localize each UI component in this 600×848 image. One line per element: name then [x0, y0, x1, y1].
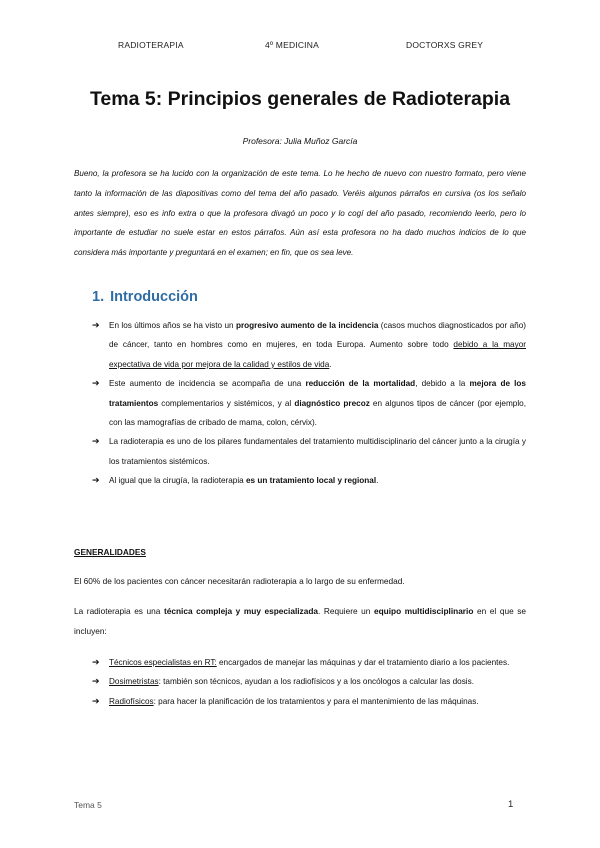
footer-topic: Tema 5: [74, 800, 102, 810]
list-item: ➔ Radiofísicos: para hacer la planificación de los tratamientos y para el mantenimiento de las máquinas.: [92, 692, 526, 711]
arrow-icon: ➔: [92, 378, 100, 389]
page-number: 1: [508, 799, 514, 810]
list-item: ➔ Técnicos especialistas en RT: encargados de manejar las máquinas y dar el tratamiento diario a los pacientes.: [92, 653, 526, 672]
team-bullet-list: [92, 653, 526, 711]
header-course: 4º MEDICINA: [265, 40, 319, 50]
list-item: ➔ Al igual que la cirugía, la radioterapia es un tratamiento local y regional.: [92, 471, 526, 490]
section-title: Introducción: [110, 289, 198, 305]
paragraph-equipo: La radioterapia es una técnica compleja y muy especializada. Requiere un equipo multidisciplinario en el que se incluyen:: [74, 606, 527, 636]
arrow-icon: ➔: [92, 320, 100, 330]
arrow-icon: ➔: [92, 676, 100, 687]
arrow-icon: ➔: [92, 695, 100, 706]
arrow-icon: ➔: [92, 436, 100, 447]
header-subject: RADIOTERAPIA: [118, 40, 184, 50]
section-heading-introduccion: [92, 289, 198, 305]
arrow-icon: ➔: [92, 657, 100, 667]
list-item: ➔ La radioterapia es uno de los pilares fundamentales del tratamiento multidisciplinario del cáncer junto a la cirugía y los tratamientos sistémicos.: [92, 432, 526, 471]
paragraph-60-percent: El 60% de los pacientes con cáncer necesitarán radioterapia a lo largo de su enfermedad.: [74, 576, 405, 586]
page-title: Tema 5: Principios generales de Radioterapia: [89, 88, 511, 110]
list-item: ➔ En los últimos años se ha visto un progresivo aumento de la incidencia (casos muchos diagnosticados por año) de cáncer, tanto en hombres como en mujeres, en toda Europa. Aumento sobre todo debido a la mayor expectativa de vida por mejora de la calidad y estilos de vida.: [92, 316, 526, 374]
intro-bullet-list: [92, 316, 526, 491]
intro-paragraph: Bueno, la profesora se ha lucido con la organización de este tema. Lo he hecho de nuevo con nuestro formato, pero viene tanto la información de las diapositivas como del tema del año pasado. Veréis algunos párrafos en cursiva (os los señalo antes siempre), eso es info extra o que la profesora divagó un poco y lo cogí del año pasado, recomiendo leerlo, pero lo importante de estudiar no suele estar en estos párrafos. Aún así esta profesora no ha dado muchos indicios de lo que considera más importante y preguntará en el examen; en fin, que os sea leve.: [74, 169, 526, 258]
section-number: 1.: [92, 289, 105, 305]
header-author: DOCTORXS GREY: [406, 40, 484, 50]
arrow-icon: ➔: [92, 475, 100, 486]
generalidades-heading: GENERALIDADES: [74, 547, 146, 557]
list-item: ➔ Este aumento de incidencia se acompaña de una reducción de la mortalidad, debido a la mejora de los tratamientos complementarios y sistémicos, y al diagnóstico precoz en algunos tipos de cáncer (por ejemplo, con las mamografías de cribado de mama, colon, cérvix).: [92, 374, 526, 432]
professor-line: Profesora: Julia Muñoz García: [242, 136, 358, 146]
list-item: ➔ Dosimetristas: también son técnicos, ayudan a los radiofísicos y a los oncólogos a calcular las dosis.: [92, 672, 526, 691]
